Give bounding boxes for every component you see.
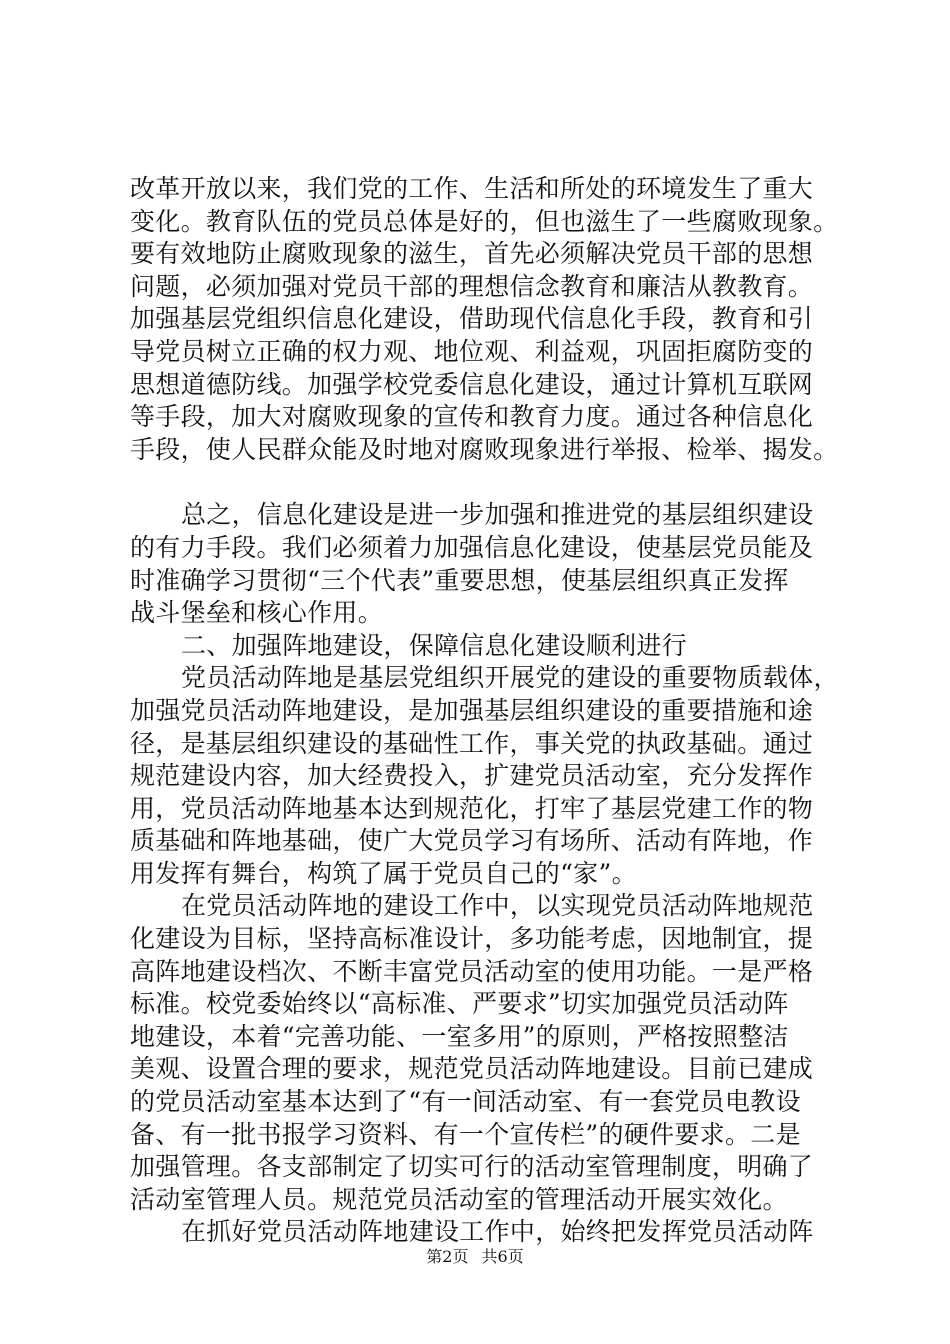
page-footer: [0, 1244, 950, 1267]
text-line: 总之，信息化建设是进一步加强和推进党的基层组织建设: [181, 500, 814, 530]
text-line: 的党员活动室基本达到了“有一间活动室、有一套党员电教设: [130, 1087, 801, 1117]
text-line: 质基础和阵地基础，使广大党员学习有场所、活动有阵地，作: [130, 826, 814, 856]
text-line: 活动室管理人员。规范党员活动室的管理活动开展实效化。: [130, 1184, 788, 1214]
text-line: 规范建设内容，加大经费投入，扩建党员活动室，充分发挥作: [130, 761, 814, 791]
text-line: 径，是基层组织建设的基础性工作，事关党的执政基础。通过: [130, 728, 814, 758]
text-line: 二、加强阵地建设，保障信息化建设顺利进行: [181, 630, 688, 660]
text-line: 思想道德防线。加强学校党委信息化建设，通过计算机互联网: [130, 369, 814, 399]
page-total: 共6页: [481, 1247, 524, 1266]
text-line: 标准。校党委始终以“高标准、严要求”切实加强党员活动阵: [130, 989, 789, 1019]
text-line: 在党员活动阵地的建设工作中，以实现党员活动阵地规范: [181, 891, 814, 921]
text-line: 美观、设置合理的要求，规范党员活动阵地建设。目前已建成: [130, 1054, 814, 1084]
page-number: 第2页: [426, 1247, 469, 1266]
text-line: 的有力手段。我们必须着力加强信息化建设，使基层党员能及: [130, 532, 814, 562]
text-line: 导党员树立正确的权力观、地位观、利益观，巩固拒腐防变的: [130, 336, 814, 366]
paragraph: [130, 499, 840, 629]
text-line: 加强管理。各支部制定了切实可行的活动室管理制度，明确了: [130, 1152, 814, 1182]
text-line: 党员活动阵地是基层党组织开展党的建设的重要物质载体，: [181, 663, 839, 693]
text-line: 手段，使人民群众能及时地对腐败现象进行举报、检举、揭发。: [130, 434, 839, 464]
text-line: 用发挥有舞台，构筑了属于党员自己的“家”。: [130, 858, 637, 888]
paragraph: [130, 890, 840, 1216]
document-body: [130, 173, 840, 1249]
text-line: 改革开放以来，我们党的工作、生活和所处的环境发生了重大: [130, 174, 814, 203]
text-line: 在抓好党员活动阵地建设工作中，始终把发挥党员活动阵: [181, 1217, 814, 1247]
text-line: 要有效地防止腐败现象的滋生，首先必须解决党员干部的思想: [130, 239, 814, 269]
paragraph: [130, 662, 840, 890]
text-line: 加强基层党组织信息化建设，借助现代信息化手段，教育和引: [130, 304, 814, 334]
text-line: 高阵地建设档次、不断丰富党员活动室的使用功能。一是严格: [130, 956, 814, 986]
paragraph-gap: [130, 466, 840, 499]
text-line: 化建设为目标，坚持高标准设计，多功能考虑，因地制宜，提: [130, 924, 814, 954]
text-line: 时准确学习贯彻“三个代表”重要思想，使基层组织真正发挥: [130, 565, 789, 595]
text-line: 问题，必须加强对党员干部的理想信念教育和廉洁从教教育。: [130, 271, 814, 301]
text-line: 等手段，加大对腐败现象的宣传和教育力度。通过各种信息化: [130, 402, 814, 432]
text-line: 地建设，本着“完善功能、一室多用”的原则，严格按照整洁: [130, 1021, 789, 1051]
paragraph: [130, 630, 840, 663]
text-line: 变化。教育队伍的党员总体是好的，但也滋生了一些腐败现象。: [130, 206, 839, 236]
text-line: 战斗堡垒和核心作用。: [130, 598, 384, 628]
text-line: 备、有一批书报学习资料、有一个宣传栏”的硬件要求。二是: [130, 1119, 801, 1149]
paragraph: [130, 173, 840, 466]
text-line: 用，党员活动阵地基本达到规范化，打牢了基层党建工作的物: [130, 793, 814, 823]
text-line: 加强党员活动阵地建设，是加强基层组织建设的重要措施和途: [130, 695, 814, 725]
